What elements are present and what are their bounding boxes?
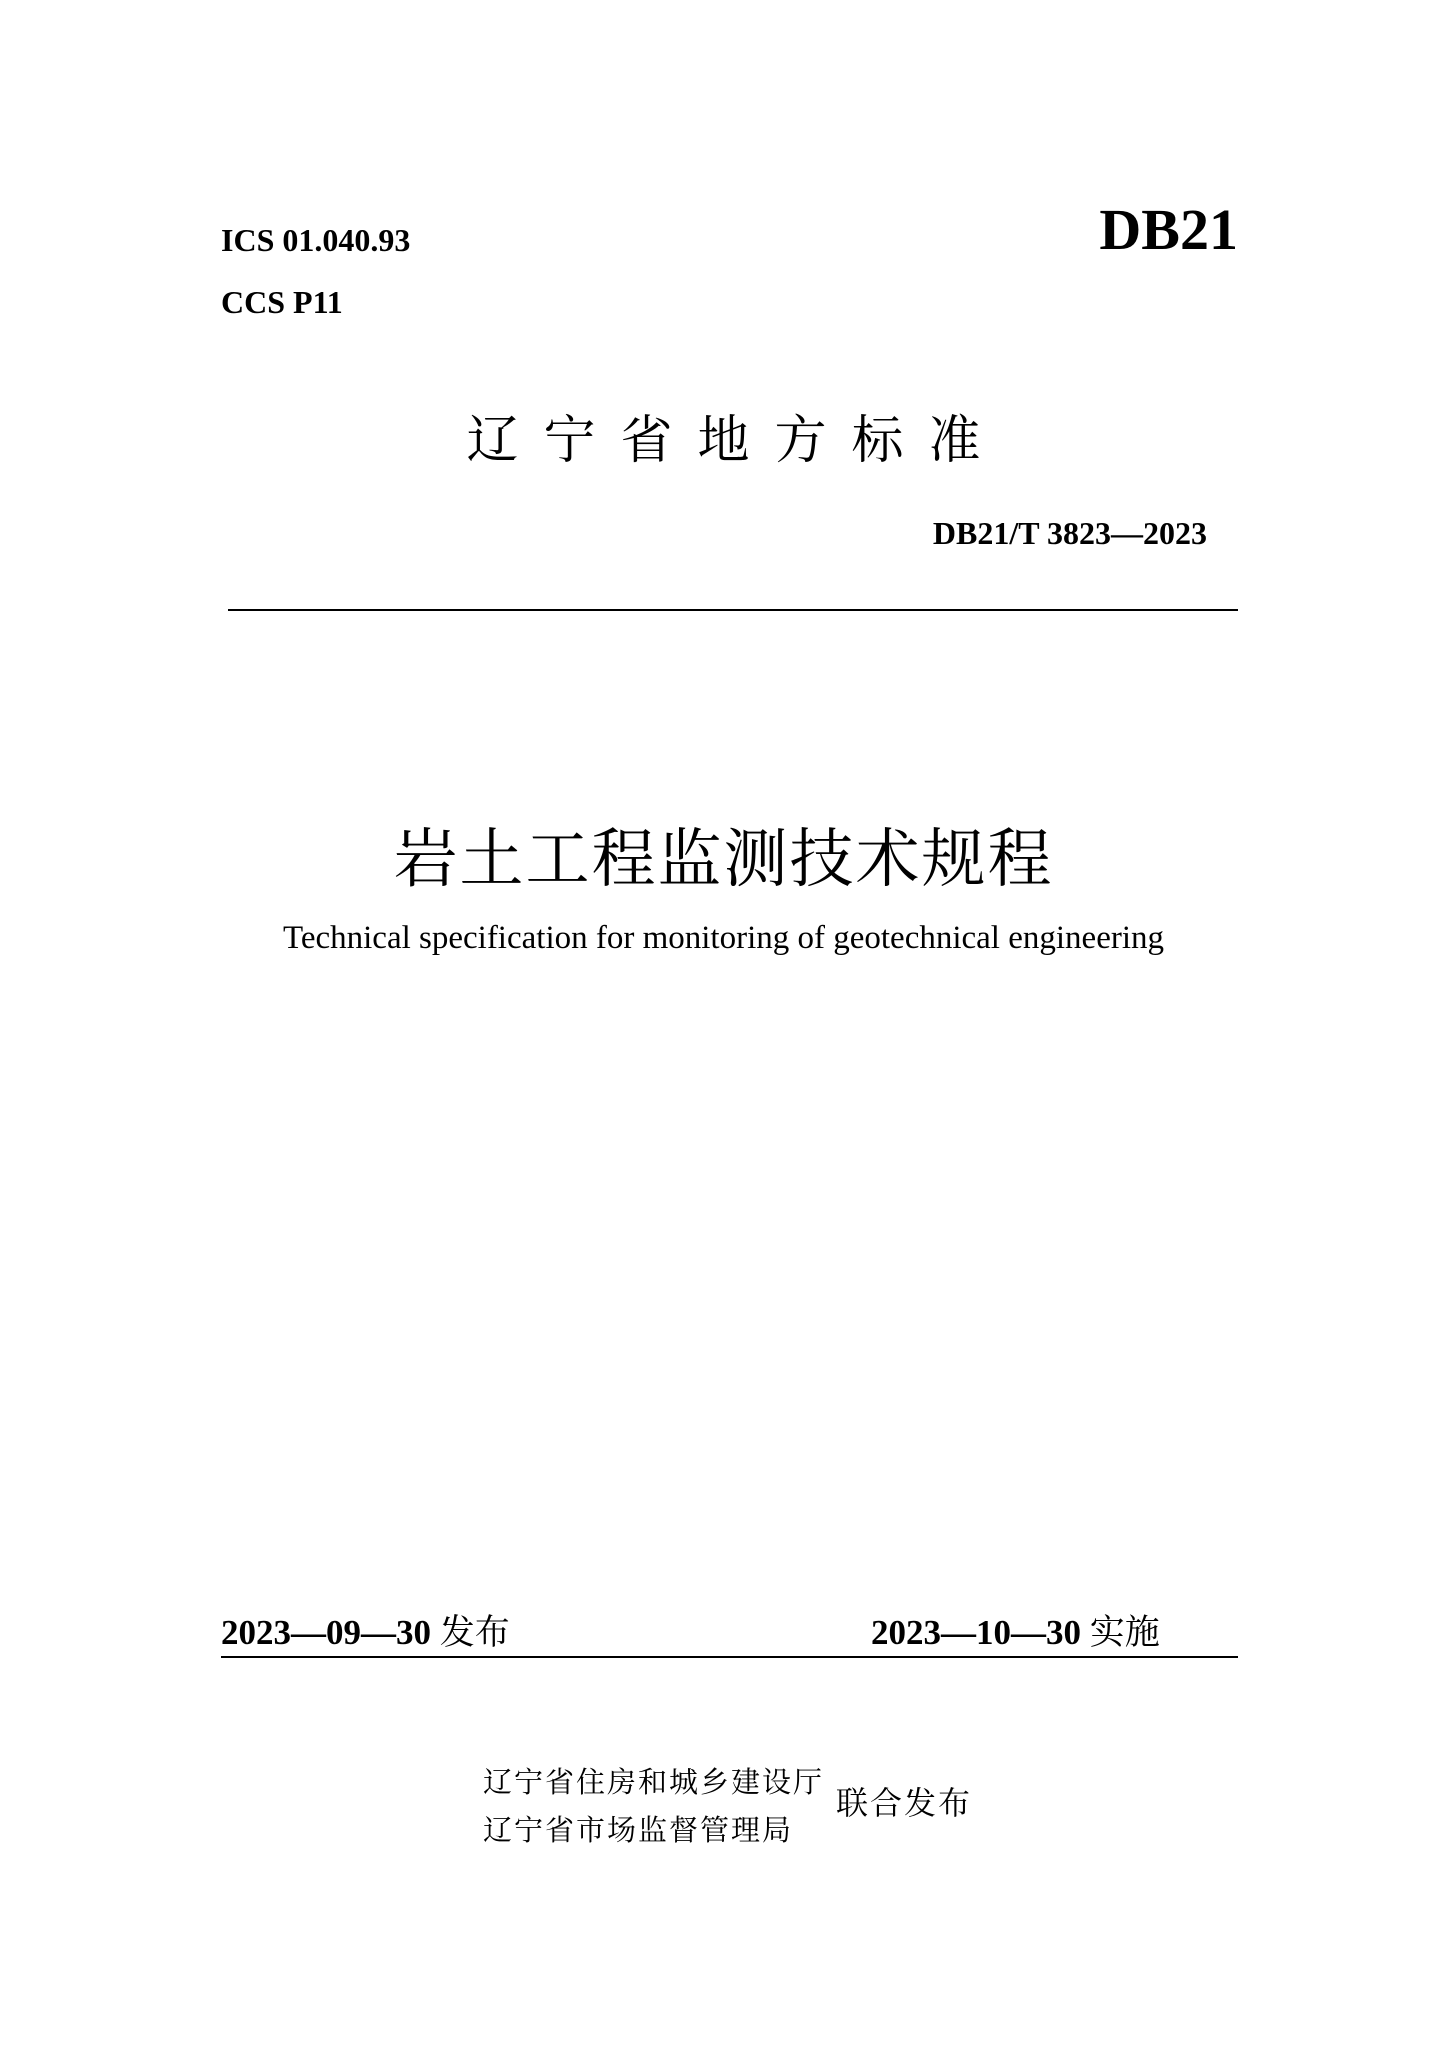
ccs-code: CCS P11: [221, 284, 343, 320]
implement-date-value: 2023—10—30: [871, 1613, 1081, 1652]
standard-type: 辽宁省地方标准: [466, 411, 1006, 471]
bottom-divider: [221, 1656, 1238, 1658]
publish-label: 发布: [439, 1613, 510, 1653]
issuer-list: [483, 1758, 824, 1854]
publish-date: [221, 1605, 510, 1655]
title-chinese: 岩土工程监测技术规程: [393, 823, 1054, 897]
implement-date: [871, 1605, 1160, 1655]
implement-label: 实施: [1089, 1613, 1160, 1653]
issuer-item: 辽宁省市场监督管理局: [483, 1813, 794, 1847]
ics-code: ICS 01.040.93: [221, 222, 411, 258]
db-code: DB21: [1099, 197, 1238, 262]
publish-date-value: 2023—09—30: [221, 1613, 431, 1652]
title-english: Technical specification for monitoring of geotechnical engineering: [282, 920, 1164, 956]
joint-publish-label: 联合发布: [836, 1784, 973, 1822]
top-divider: [228, 609, 1238, 611]
standard-number: DB21/T 3823—2023: [932, 515, 1207, 551]
issuer-item: 辽宁省住房和城乡建设厅: [483, 1765, 825, 1799]
